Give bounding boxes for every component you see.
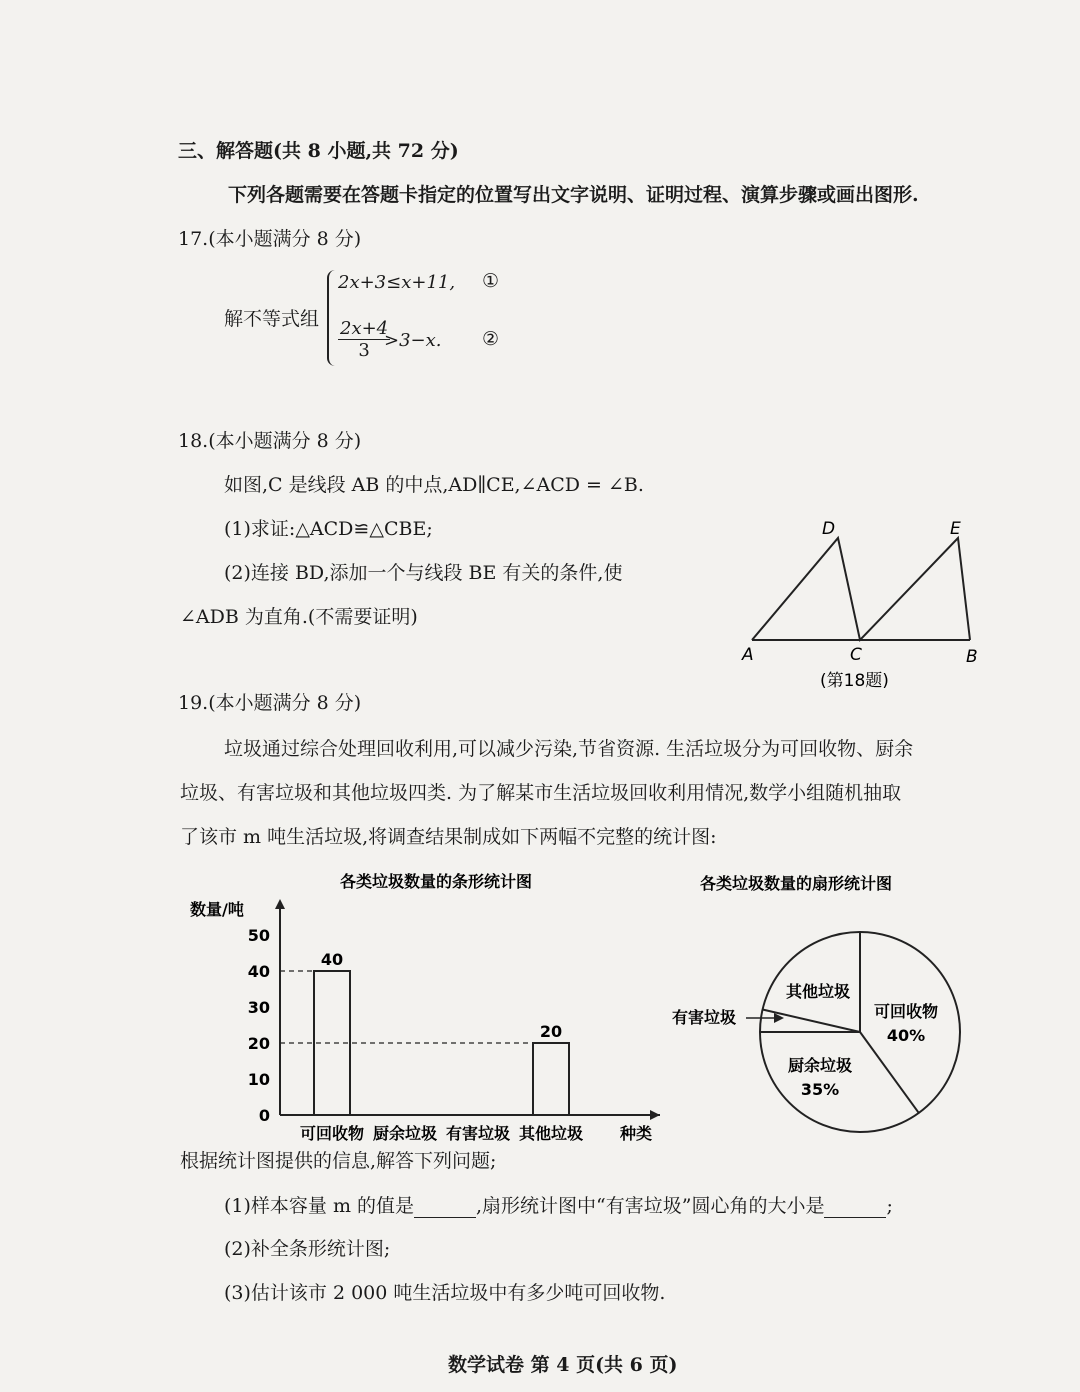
q18-part2-line2: ∠ADB 为直角.(不需要证明) <box>180 606 418 628</box>
q19-para-line3: 了该市 m 吨生活垃圾,将调查结果制成如下两幅不完整的统计图: <box>180 826 717 848</box>
q17-number: 17.(本小题满分 8 分) <box>178 228 362 250</box>
y-tick-label: 20 <box>247 1034 270 1053</box>
point-a-label: A <box>742 645 754 665</box>
point-d-label: D <box>822 519 836 539</box>
q18-stem: 如图,C 是线段 AB 的中点,AD∥CE,∠ACD = ∠B. <box>224 474 644 496</box>
y-tick-label: 0 <box>258 1106 270 1125</box>
q18-part1: (1)求证:△ACD≌△CBE; <box>224 518 433 540</box>
x-axis-arrow <box>650 1110 660 1120</box>
fraction-numerator: 2x+4 <box>340 318 389 339</box>
q18-number: 18.(本小题满分 8 分) <box>178 430 362 452</box>
bar-value-label: 40 <box>320 950 344 969</box>
q19-number: 19.(本小题满分 8 分) <box>178 692 362 714</box>
inequality-2-fraction <box>338 318 390 361</box>
pie-slice-label: 有害垃圾 <box>672 1008 737 1027</box>
q19-para-line2: 垃圾、有害垃圾和其他垃圾四类. 为了解某市生活垃圾回收利用情况,数学小组随机抽取 <box>180 782 902 804</box>
fraction-denominator: 3 <box>358 340 370 361</box>
q17-prompt: 解不等式组 <box>224 308 320 330</box>
x-axis-label: 种类 <box>620 1124 653 1143</box>
x-tick-label: 可回收物 <box>299 1124 365 1143</box>
page-footer: 数学试卷 第 4 页(共 6 页) <box>448 1354 678 1376</box>
q19-sub1: (1)样本容量 m 的值是 ,扇形统计图中“有害垃圾”圆心角的大小是 ; <box>224 1195 893 1217</box>
pie-slice-label: 可回收物 <box>873 1002 939 1021</box>
y-tick-label: 10 <box>247 1070 270 1089</box>
q19-after-charts: 根据统计图提供的信息,解答下列问题; <box>180 1150 497 1172</box>
bar-chart <box>180 865 680 1150</box>
pie-chart <box>660 865 990 1150</box>
x-tick-label: 厨余垃圾 <box>372 1124 438 1143</box>
x-tick-label: 有害垃圾 <box>445 1124 511 1143</box>
inequality-1-label: ① <box>482 270 500 292</box>
answer-blank-angle[interactable] <box>824 1194 886 1218</box>
pie-slice-label: 厨余垃圾 <box>787 1056 853 1075</box>
pie-slice-percent: 40% <box>886 1026 926 1045</box>
section-title: 三、解答题(共 8 小题,共 72 分) <box>178 140 459 162</box>
bar <box>533 1043 569 1115</box>
y-tick-label: 30 <box>247 998 270 1017</box>
y-tick-label: 40 <box>247 962 270 981</box>
q19-sub3: (3)估计该市 2 000 吨生活垃圾中有多少吨可回收物. <box>224 1282 666 1304</box>
triangle-outline <box>752 538 970 640</box>
answer-blank-m[interactable] <box>414 1194 476 1218</box>
point-b-label: B <box>966 647 978 667</box>
triangle-figure <box>730 510 1000 700</box>
section-instruction: 下列各题需要在答题卡指定的位置写出文字说明、证明过程、演算步骤或画出图形. <box>228 184 919 206</box>
q18-part2-line1: (2)连接 BD,添加一个与线段 BE 有关的条件,使 <box>224 562 623 584</box>
point-e-label: E <box>950 519 961 539</box>
pie-slice-percent: 35% <box>800 1080 840 1099</box>
inequality-1: 2x+3≤x+11, <box>338 272 456 293</box>
q19-para-line1: 垃圾通过综合处理回收利用,可以减少污染,节省资源. 生活垃圾分为可回收物、厨余 <box>224 738 914 760</box>
point-c-label: C <box>850 645 862 665</box>
figure-caption: (第18题) <box>820 671 889 691</box>
inequality-2-rest: >3−x. <box>384 330 442 351</box>
x-tick-label: 其他垃圾 <box>518 1124 584 1143</box>
bar-chart-ylabel: 数量/吨 <box>190 900 244 919</box>
bar-chart-title: 各类垃圾数量的条形统计图 <box>340 872 533 891</box>
bar-value-label: 20 <box>539 1022 563 1041</box>
pie-slice-label: 其他垃圾 <box>785 982 851 1001</box>
pie-chart-title: 各类垃圾数量的扇形统计图 <box>700 874 893 893</box>
y-tick-label: 50 <box>247 926 270 945</box>
y-axis-arrow <box>275 899 285 909</box>
inequality-2-label: ② <box>482 328 500 350</box>
q19-sub2: (2)补全条形统计图; <box>224 1238 391 1260</box>
